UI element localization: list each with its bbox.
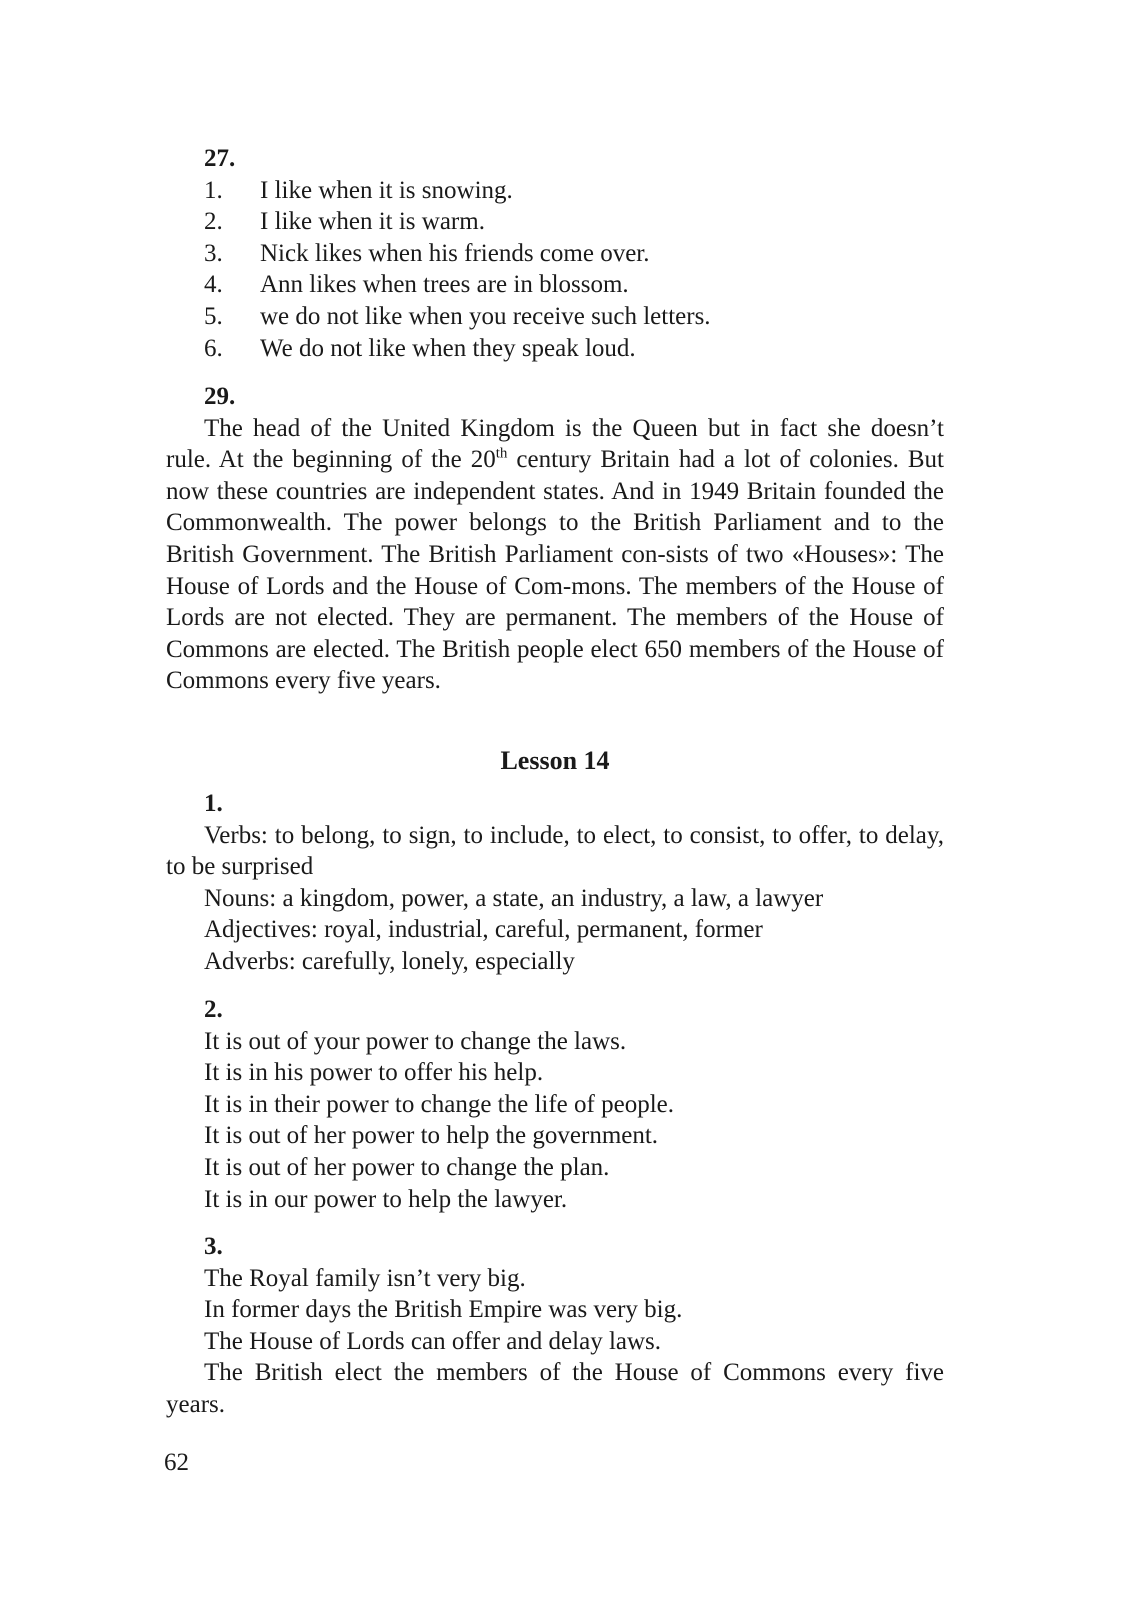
paragraph: The British elect the members of the House of Commons every five years. (166, 1359, 944, 1418)
verbs-line: Verbs: to belong, to sign, to include, to elect, to consist, to offer, to delay, to be surprised (166, 821, 944, 881)
item-number: 6. (204, 334, 223, 362)
paragraph-text: century Britain had a lot of colonies. But now these countries are independent states. And in 1949 Britain founded the Commonwealth. The power belongs to the British Parliament and to the British Government. The British Parliament con-sists of two «Houses»: The House of Lords and the House of Com-mons. The members of the House of Lords are not elected. They are permanent. The members of the House of Commons are elected. The British people elect 650 members of the House of Commons every five years. (166, 446, 944, 695)
list-item (166, 206, 944, 238)
exercise-3 (166, 1231, 944, 1421)
item-text: Nick likes when his friends come over. (260, 239, 650, 267)
sentence-line: It is in their power to change the life of people. (204, 1090, 674, 1118)
sentence-line: In former days the British Empire was very big. (204, 1296, 683, 1324)
item-text: I like when it is snowing. (260, 176, 513, 204)
sentence-line: It is in his power to offer his help. (204, 1059, 544, 1087)
paragraph (166, 413, 944, 697)
exercise-number: 1. (204, 790, 223, 817)
sentence-line: It is out of her power to change the plan. (204, 1153, 610, 1181)
item-text: we do not like when you receive such letters. (260, 302, 711, 330)
exercise-29 (166, 381, 944, 697)
item-number: 1. (204, 176, 223, 204)
page-number: 62 (164, 1449, 189, 1476)
list-item (166, 333, 944, 365)
item-text: We do not like when they speak loud. (260, 334, 636, 362)
adjectives-line: Adjectives: royal, industrial, careful, permanent, former (204, 916, 763, 944)
item-text: Ann likes when trees are in blossom. (260, 271, 629, 299)
exercise-number: 2. (204, 996, 223, 1023)
lesson-title: Lesson 14 (500, 746, 610, 775)
item-number: 4. (204, 271, 223, 299)
sentence-line: It is out of your power to change the laws. (204, 1027, 627, 1055)
list-item (166, 301, 944, 333)
exercise-27 (166, 143, 944, 364)
sentence-line: It is in our power to help the lawyer. (204, 1185, 568, 1213)
nouns-line: Nouns: a kingdom, power, a state, an industry, a law, a lawyer (204, 884, 824, 912)
item-number: 2. (204, 208, 223, 236)
paragraph-text: The head of the United Kingdom is the Queen but in fact she doesn’t rule. At the beginning of the 20 (166, 414, 944, 474)
exercise-1 (166, 788, 944, 978)
exercise-number: 29. (204, 383, 236, 410)
sentence-line: It is out of her power to help the government. (204, 1122, 659, 1150)
item-number: 5. (204, 302, 223, 330)
list-item (166, 238, 944, 270)
sentence-line: The Royal family isn’t very big. (204, 1264, 526, 1292)
list-item (166, 175, 944, 207)
exercise-number: 3. (204, 1233, 223, 1260)
list-item (166, 269, 944, 301)
item-number: 3. (204, 239, 223, 267)
exercise-number: 27. (204, 145, 236, 172)
sentence-line: The House of Lords can offer and delay laws. (204, 1327, 662, 1355)
exercise-2 (166, 994, 944, 1215)
superscript: th (495, 445, 508, 462)
adverbs-line: Adverbs: carefully, lonely, especially (204, 947, 575, 975)
item-text: I like when it is warm. (260, 208, 485, 236)
